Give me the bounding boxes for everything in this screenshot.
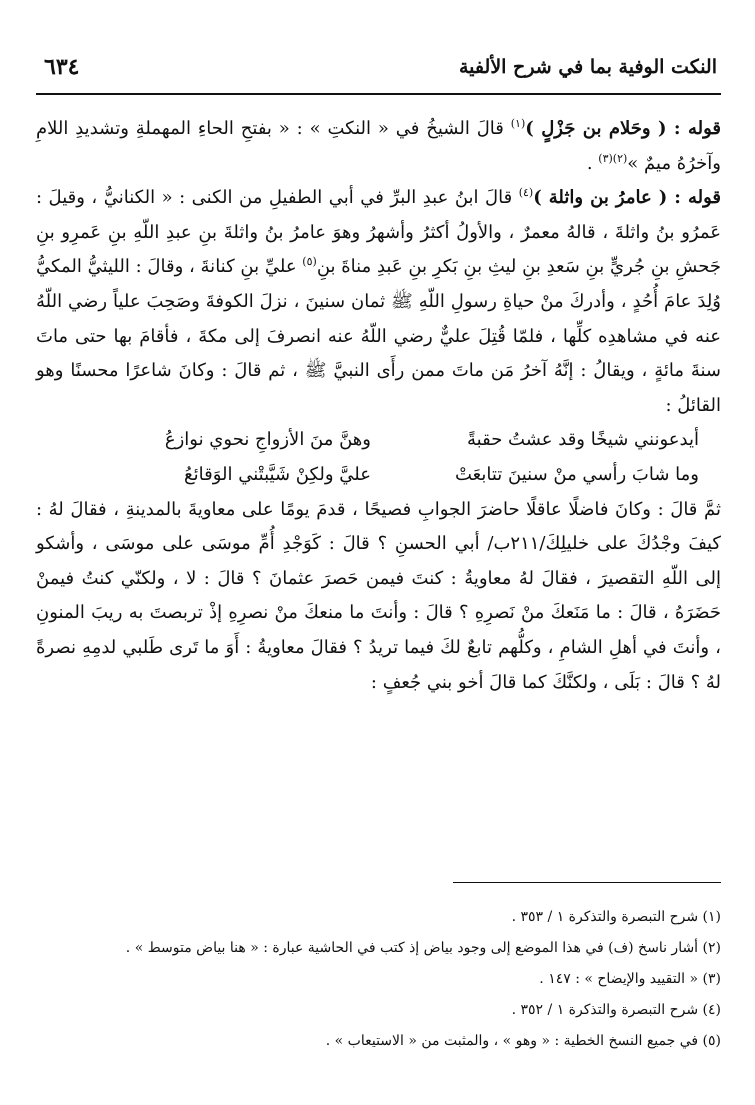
verse-hemistich: وما شابَ رأسي منْ سنينَ تتابعَتْ	[454, 463, 699, 485]
paragraph-text: قالَ ابنُ عبدِ البرِّ في أبي الطفيلِ من الكنى : « الكنانيُّ ، وقيلَ : عَمرُو بنُ واثلةَ ، قالهُ معمرٌ ، والأولُ أكثرُ وأشهرُ وهوَ عامرُ بنُ واثلةَ بنِ عبدِ اللّهِ بنِ عَمرِو بنِ جَحشِ بنِ جُريٍّ بنِ سَعدِ بنِ ليثِ بنِ بَكرِ بنِ عَبدِ مناةَ بنِ	[36, 187, 721, 278]
paragraph-text: قالَ الشيخُ في « النكتِ » : « بفتحِ الحاءِ المهملةِ وتشديدِ اللامِ وآخرُهُ ميمٌ »	[36, 118, 721, 174]
page-header	[42, 52, 717, 92]
paragraph-text: أبي الحسنِ ؟ قالَ : كَوَجْدِ أُمِّ موسَى على موسَى ، وأشكو إلى اللّهِ التقصيرَ ، فقالَ لهُ معاويةُ : كنتَ فيمن حَصرَ عثمانَ ؟ قالَ : لا ، ولكنّي كنتُ فيمنْ حَضَرَهُ ، قالَ : ما مَنَعكَ منْ نَصرِهِ ؟ قالَ : وأنتَ ما منعكَ منْ نصرِهِ إذْ تربصتَ به ريبَ المنونِ ، وأنتَ في أهلِ الشامِ ، وكلُّهم تابعٌ لكَ فيما تريدُ ؟ فقالَ معاويةُ : أَوَ ما تَرى طَلبي لدمِهِ نصرةً لهُ ؟ قالَ : بَلَى ، ولكنَّكَ كما قالَ أخو بني جُعفٍ :	[36, 533, 721, 693]
verse-line	[36, 458, 721, 493]
footnotes	[36, 902, 721, 1057]
footnote-ref: (٢)(٣)	[598, 151, 628, 165]
header-divider	[36, 93, 721, 95]
poem-verse	[36, 423, 721, 492]
footnote: (١) شرح التبصرة والتذكرة ١ / ٣٥٣ .	[511, 909, 721, 925]
verse-hemistich: أيدعونني شيخًا وقد عشتُ حقبةً	[467, 429, 699, 451]
running-title: النكت الوفية بما في شرح الألفية	[459, 56, 717, 78]
paragraph-end: .	[586, 152, 599, 174]
footnote: (٣) « التقييد والإيضاح » : ١٤٧ .	[539, 971, 721, 987]
folio-marker: /٢١١ب/	[487, 533, 546, 555]
verse-line	[36, 423, 721, 458]
entry-lead: قوله : ( عامرُ بن واثلة )	[533, 187, 721, 209]
verse-hemistich: وهنَّ منَ الأزواجِ نحوي نوازعُ	[164, 429, 371, 451]
footnote: (٤) شرح التبصرة والتذكرة ١ / ٣٥٢ .	[511, 1002, 721, 1018]
main-text	[36, 112, 721, 700]
footnote: (٢) أشار ناسخ (ف) في هذا الموضع إلى وجود بياض إذ كتب في الحاشية عبارة : « هنا بياض متوسط » .	[125, 940, 721, 956]
entry-lead: قوله : ( وحَلام بن جَزْلٍ )	[525, 118, 722, 139]
paragraph-text: ثمَّ قالَ : وكانَ فاضلًا عاقلًا حاضرَ الجوابِ فصيحًا ، قدمَ يومًا على معاويةَ بالمدينةِ ، فقالَ لهُ : كيفَ وجْدُكَ على خليلِكَ	[36, 498, 721, 555]
footnote: (٥) في جميع النسخ الخطية : « وهو » ، والمثبت من « الاستيعاب » .	[325, 1033, 721, 1049]
footnote-ref: (١)	[510, 117, 526, 130]
paragraph-amir	[36, 181, 721, 423]
paragraph-muawiya	[36, 493, 721, 701]
paragraph-text: عليِّ بنِ كنانةَ ، وقالَ : الليثيُّ المكيُّ وُلِدَ عامَ أُحُدٍ ، وأدركَ منْ حياةِ رسولِ اللّهِ ﷺ ثمان سنينَ ، نزلَ الكوفةَ وصَحِبَ علياً رضي اللّهُ عنه في مشاهدِه كلِّها ، فلمّا قُتِلَ عليٌّ رضي اللّهُ عنه انصرفَ إلى مكةَ ، فأقامَ بها حتى ماتَ سنةَ مائةٍ ، ويقالُ : إنَّهُ آخرُ مَن ماتَ ممن رأَى النبيَّ ﷺ ، ثم قالَ : وكانَ شاعرًا محسنًا وهو القائلُ :	[36, 256, 721, 416]
footnote-ref: (٥)	[302, 255, 317, 269]
paragraph-halam	[36, 112, 721, 181]
verse-hemistich: عليَّ ولكِنْ شَيَّبتْني الوَقائعُ	[184, 463, 371, 485]
footnote-divider	[453, 882, 721, 883]
footnote-ref: (٤)	[518, 186, 534, 200]
page-number: ٦٣٤	[44, 54, 80, 80]
